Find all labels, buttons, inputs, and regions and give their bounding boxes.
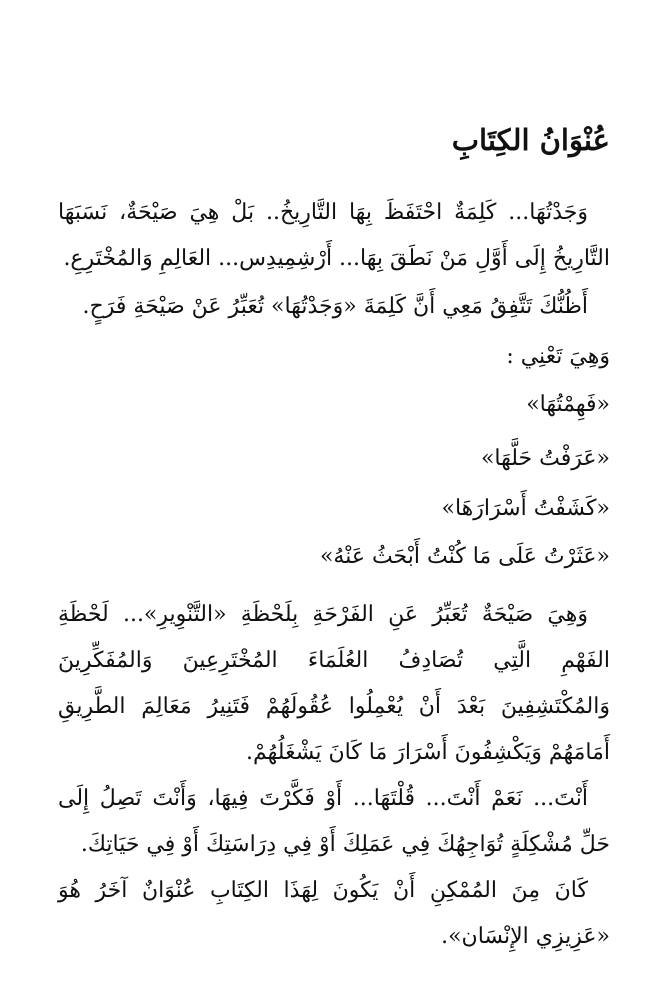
paragraph-6: كَانَ مِنَ المُمْكِنِ أَنْ يَكُونَ لِهَذَا الكِتَابِ عُنْوَانٌ آخَرُ هُوَ «عَزِيزِي الإِنْسَان».	[58, 878, 610, 949]
paragraph-3: وَهِيَ تَعْنِي :	[506, 344, 610, 369]
paragraph-2: أَظُنُّكَ تَتَّفِقُ مَعِي أَنَّ كَلِمَةَ «وَجَدْتُهَا» تُعَبِّرُ عَنْ صَيْحَةِ فَرَحٍ.	[82, 294, 588, 319]
paragraph-4: وَهِيَ صَيْحَةٌ تُعَبِّرُ عَنِ الفَرْحَةِ بِلَحْظَةِ «التَّنْوِيرِ»... لَحْظَةِ الفَهْمِ الَّتِي تُصَادِفُ العُلَمَاءَ المُخْتَرِعِينَ وَالمُفَكِّرِينَ وَالمُكْتَشِفِينَ بَعْدَ أَنْ يُعْمِلُوا عُقُولَهُمْ فَتَنِيرُ مَعَالِمَ الطَّرِيقِ أَمَامَهُمْ وَيَكْشِفُونَ أَسْرَارَ مَا كَانَ يَشْغَلُهُمْ.	[58, 602, 610, 765]
quote-4: «عَثَرْتُ عَلَى مَا كُنْتُ أَبْحَثُ عَنْهُ»	[319, 544, 610, 569]
paragraph-1: وَجَدْتُهَا... كَلِمَةٌ احْتَفَظَ بِهَا التَّارِيخُ.. بَلْ هِيَ صَيْحَةٌ، نَسَبَهَا التَّارِيخُ إِلَى أَوَّلِ مَنْ نَطَقَ بِهَا... أَرْشِمِيدِس... العَالِمِ وَالمُخْتَرِعِ.	[58, 200, 610, 271]
paragraph-5: أَنْتَ... نَعَمْ أَنْتَ... قُلْتَهَا... أَوْ فَكَّرْتَ فِيهَا، وَأَنْتَ تَصِلُ إِلَى حَلِّ مُشْكِلَةٍ تُوَاجِهُكَ فِي عَمَلِكَ أَوْ فِي دِرَاسَتِكَ أَوْ فِي حَيَاتِكَ.	[58, 786, 610, 857]
quote-2: «عَرَفْتُ حَلَّهَا»	[480, 446, 610, 471]
chapter-title: عُنْوَانُ الكِتَابِ	[451, 123, 610, 157]
quote-3: «كَشَفْتُ أَسْرَارَهَا»	[441, 496, 610, 521]
book-page	[58, 0, 610, 1000]
quote-1: «فَهِمْتُهَا»	[526, 392, 610, 417]
